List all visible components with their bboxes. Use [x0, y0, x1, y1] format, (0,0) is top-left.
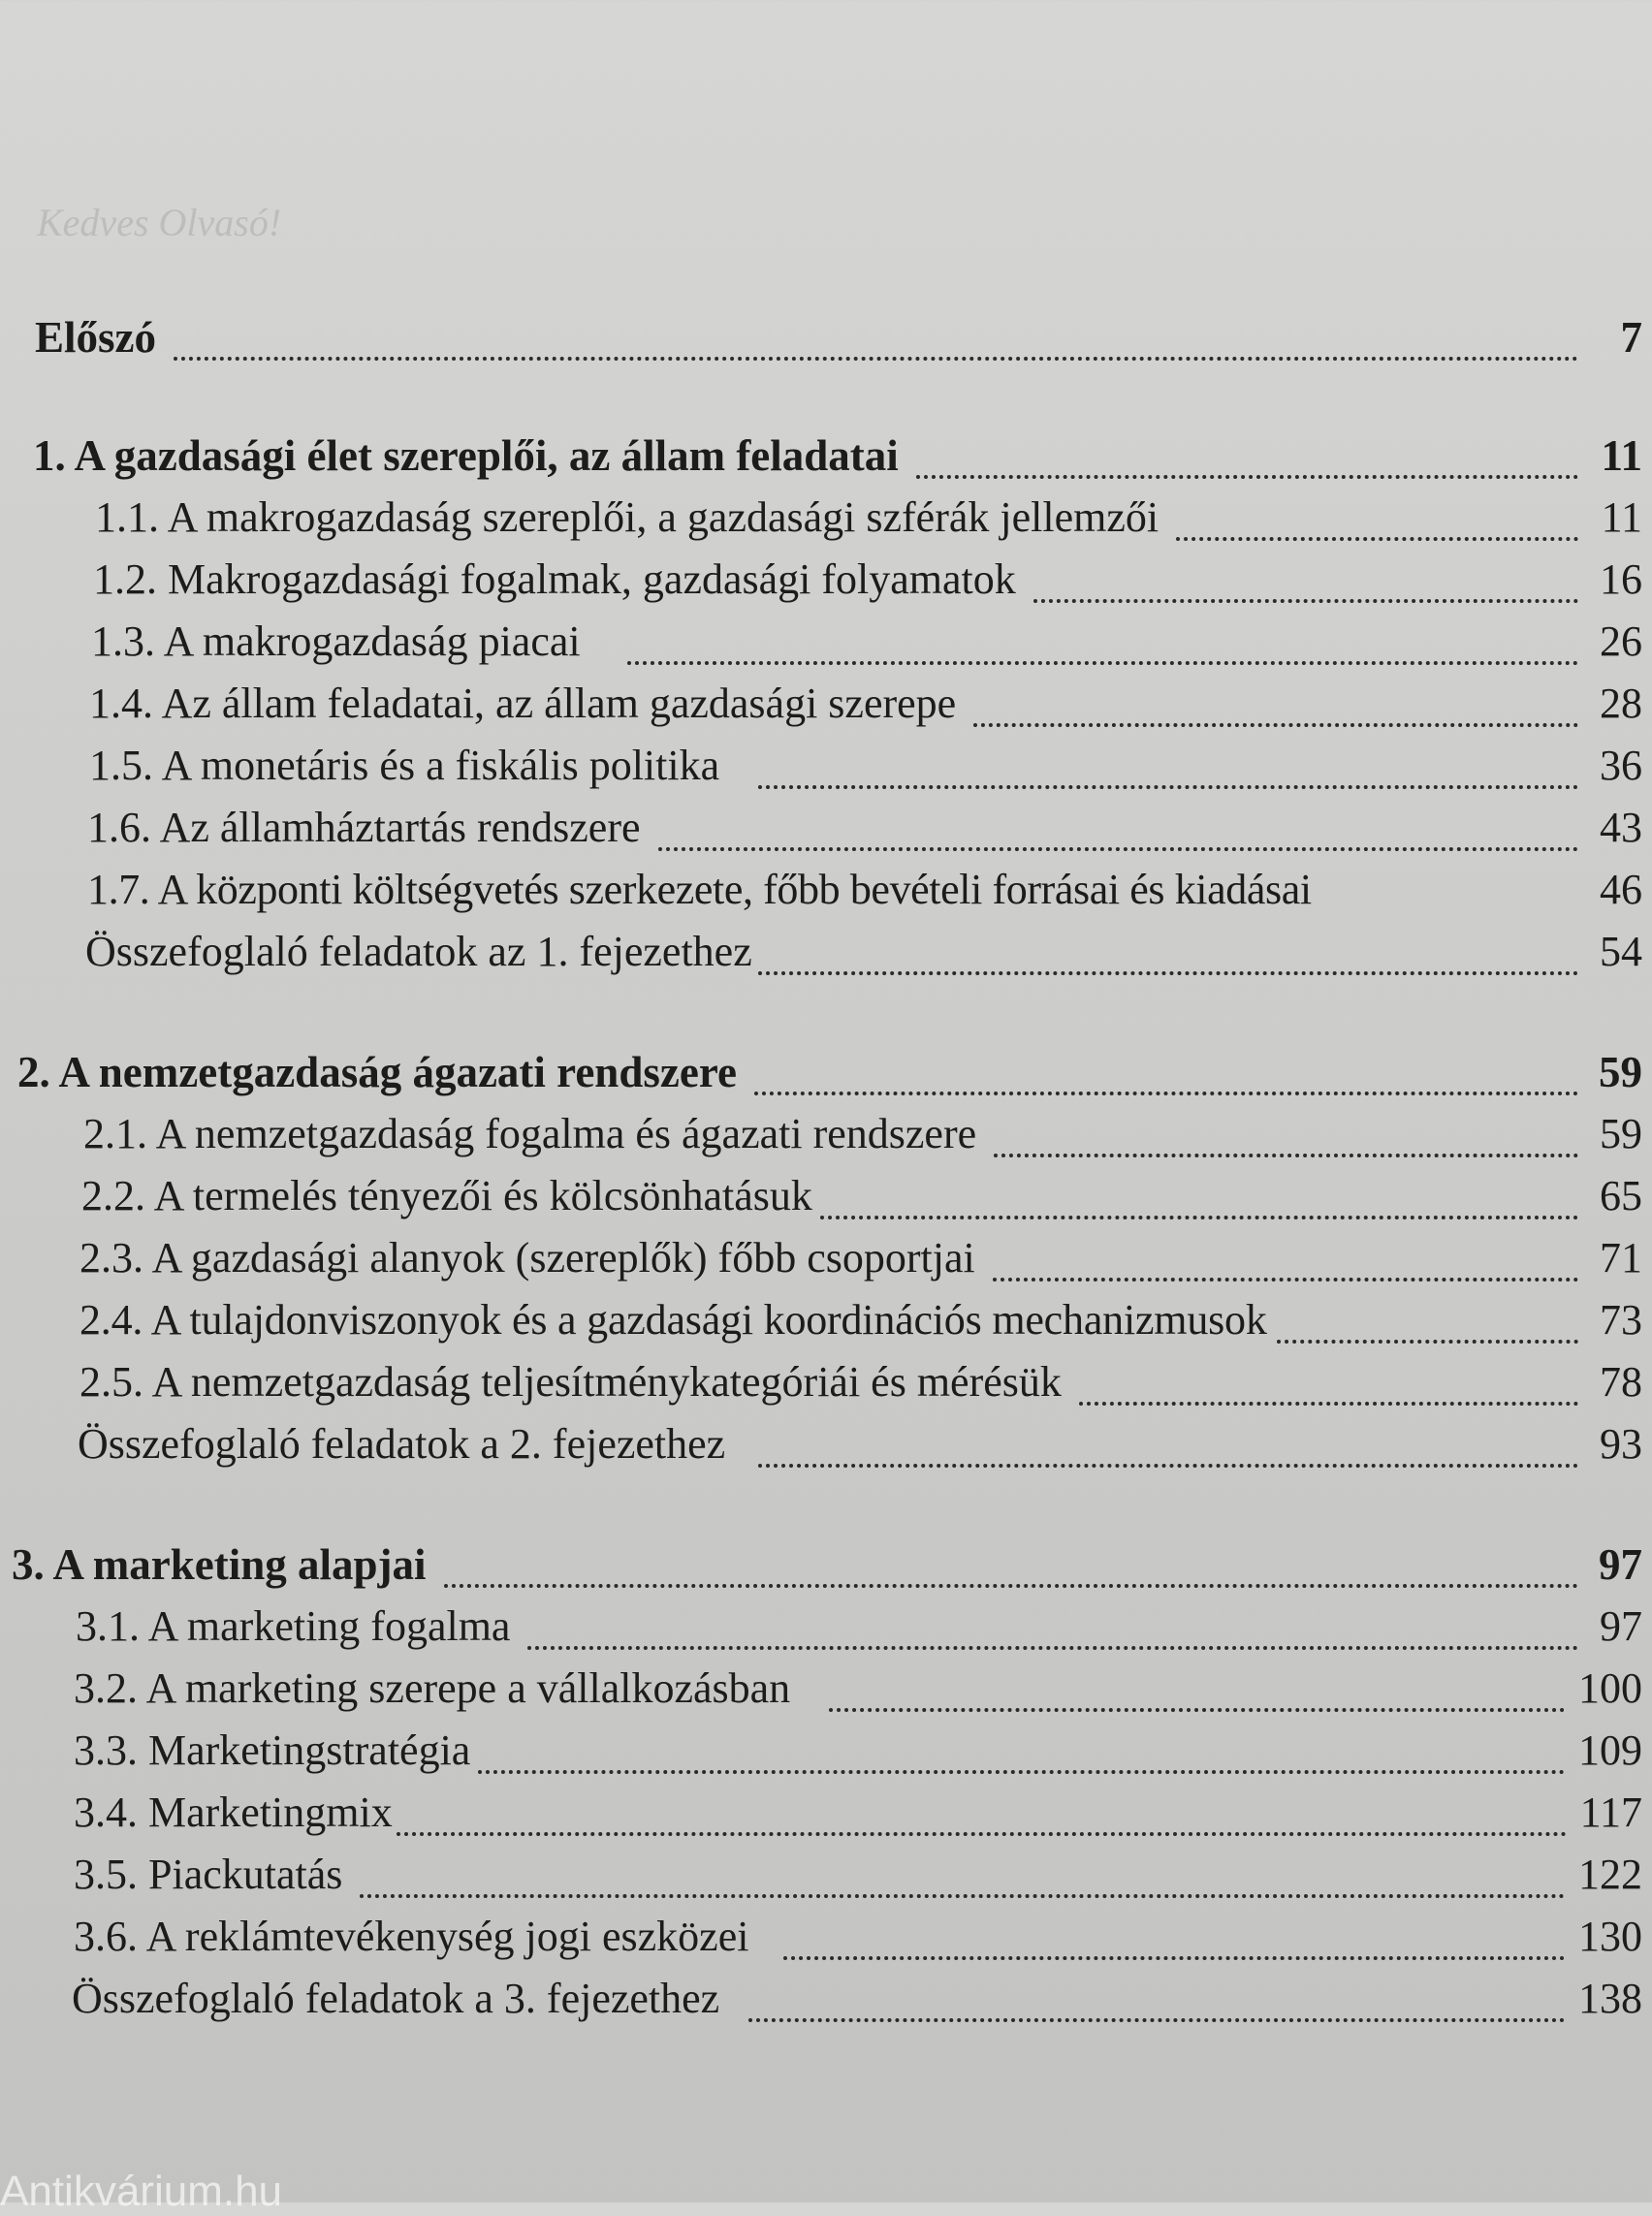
- dot-leader: [1079, 1402, 1578, 1406]
- watermark-text: Antikvárium.hu: [0, 2168, 283, 2215]
- dot-leader: [360, 1894, 1565, 1898]
- dot-leader: [758, 971, 1578, 975]
- dot-leader: [658, 847, 1579, 851]
- toc-entry-summary-3[interactable]: [72, 1974, 1642, 2036]
- toc-entry-title: 2.2. A termelés tényezői és kölcsönhatásuk: [81, 1172, 812, 1219]
- dot-leader: [174, 357, 1578, 361]
- toc-page-number: 43: [1600, 804, 1642, 851]
- dot-leader: [527, 1646, 1578, 1650]
- dot-leader: [916, 475, 1578, 479]
- toc-entry-title: 2.1. A nemzetgazdaság fogalma és ágazati rendszere: [83, 1110, 977, 1157]
- toc-entry-section-1-5[interactable]: [89, 741, 1642, 803]
- toc-page-number: 130: [1578, 1913, 1642, 1960]
- toc-entry-section-2-1[interactable]: [83, 1109, 1642, 1171]
- toc-page-number: 11: [1601, 431, 1642, 480]
- toc-entry-preface[interactable]: [35, 312, 1642, 374]
- toc-entry-section-1-1[interactable]: [95, 492, 1642, 554]
- toc-entry-section-1-3[interactable]: [91, 617, 1642, 679]
- toc-entry-summary-1[interactable]: [85, 927, 1642, 989]
- toc-page-number: 97: [1599, 1540, 1642, 1589]
- dot-leader: [758, 1464, 1578, 1468]
- toc-entry-title: Előszó: [35, 313, 157, 362]
- toc-entry-section-1-2[interactable]: [93, 554, 1642, 617]
- dot-leader: [758, 785, 1578, 789]
- toc-entry-title: 3.1. A marketing fogalma: [76, 1602, 511, 1650]
- toc-entry-title: 3.2. A marketing szerepe a vállalkozásban: [74, 1664, 791, 1712]
- toc-entry-title: 1.7. A központi költségvetés szerkezete, főbb bevételi forrásai és kiadásai: [87, 866, 1312, 913]
- toc-page-number: 54: [1600, 928, 1642, 975]
- toc-page-number: 71: [1600, 1234, 1642, 1282]
- toc-entry-section-3-3[interactable]: [74, 1725, 1642, 1788]
- toc-entry-section-3-1[interactable]: [76, 1601, 1642, 1663]
- toc-entry-section-2-2[interactable]: [81, 1171, 1642, 1233]
- toc-entry-section-3-6[interactable]: [74, 1912, 1642, 1974]
- toc-page-number: 46: [1600, 866, 1642, 913]
- toc-entry-title: 2.4. A tulajdonviszonyok és a gazdasági koordinációs mechanizmusok: [79, 1296, 1267, 1344]
- toc-entry-summary-2[interactable]: [78, 1419, 1642, 1481]
- toc-page-number: 28: [1600, 680, 1642, 727]
- dot-leader: [820, 1216, 1578, 1219]
- toc-entry-title: 3.4. Marketingmix: [74, 1789, 393, 1836]
- dot-leader: [1176, 537, 1578, 541]
- dot-leader: [1033, 599, 1578, 603]
- dot-leader: [783, 1956, 1565, 1960]
- toc-page-number: 7: [1620, 313, 1642, 362]
- dot-leader: [627, 661, 1578, 665]
- toc-entry-title: 1.6. Az államháztartás rendszere: [87, 804, 641, 851]
- toc-page-number: 138: [1578, 1975, 1642, 2022]
- toc-entry-title: 1. A gazdasági élet szereplői, az állam feladatai: [33, 431, 899, 480]
- dot-leader: [444, 1584, 1578, 1588]
- toc-page-number: 73: [1600, 1296, 1642, 1344]
- toc-entry-section-1-7[interactable]: [87, 865, 1642, 927]
- toc-entry-title: 1.1. A makrogazdaság szereplői, a gazdasági szférák jellemzői: [95, 493, 1160, 541]
- dot-leader: [478, 1770, 1565, 1774]
- toc-page-number: 117: [1579, 1789, 1642, 1836]
- toc-page-number: 122: [1578, 1851, 1642, 1898]
- toc-page-number: 78: [1600, 1358, 1642, 1406]
- toc-page-number: 16: [1600, 555, 1642, 603]
- toc-entry-section-1-6[interactable]: [87, 803, 1642, 865]
- toc-page-number: 100: [1578, 1664, 1642, 1712]
- dot-leader: [1277, 1340, 1578, 1344]
- dot-leader: [973, 723, 1578, 727]
- dot-leader: [397, 1832, 1567, 1836]
- toc-entry-title: 3.3. Marketingstratégia: [74, 1726, 471, 1774]
- show-through-text: Kedves Olvasó!: [37, 201, 282, 244]
- toc-page-number: 59: [1599, 1048, 1642, 1096]
- toc-entry-section-3-5[interactable]: [74, 1850, 1642, 1912]
- dot-leader: [993, 1278, 1578, 1282]
- toc-page-number: 59: [1600, 1110, 1642, 1157]
- dot-leader: [994, 1154, 1578, 1157]
- toc-page-number: 97: [1600, 1602, 1642, 1650]
- toc-entry-section-3-2[interactable]: [74, 1663, 1642, 1725]
- toc-entry-title: 3. A marketing alapjai: [12, 1540, 427, 1589]
- toc-page-number: 11: [1601, 493, 1642, 541]
- toc-entry-title: 1.4. Az állam feladatai, az állam gazdasági szerepe: [89, 680, 957, 727]
- toc-entry-title: 2.5. A nemzetgazdaság teljesítménykategóriái és mérésük: [79, 1358, 1062, 1406]
- toc-entry-section-1-4[interactable]: [89, 679, 1642, 741]
- toc-entry-section-2-3[interactable]: [79, 1233, 1642, 1295]
- toc-page-number: 93: [1600, 1420, 1642, 1468]
- toc-entry-title: 3.6. A reklámtevékenység jogi eszközei: [74, 1913, 749, 1960]
- toc-entry-chapter-1[interactable]: [33, 430, 1642, 492]
- toc-entry-section-2-4[interactable]: [79, 1295, 1642, 1357]
- dot-leader: [748, 2018, 1565, 2022]
- toc-entry-chapter-2[interactable]: [17, 1047, 1642, 1109]
- toc-entry-title: 2.3. A gazdasági alanyok (szereplők) főbb csoportjai: [79, 1234, 975, 1282]
- toc-entry-title: Összefoglaló feladatok a 2. fejezethez: [78, 1420, 726, 1468]
- toc-entry-title: 2. A nemzetgazdaság ágazati rendszere: [17, 1048, 737, 1096]
- toc-entry-title: Összefoglaló feladatok az 1. fejezethez: [85, 928, 752, 975]
- toc-entry-title: 3.5. Piackutatás: [74, 1851, 343, 1898]
- toc-entry-chapter-3[interactable]: [12, 1539, 1642, 1601]
- toc-entry-title: 1.3. A makrogazdaság piacai: [91, 617, 581, 665]
- dot-leader: [829, 1708, 1565, 1712]
- toc-page-number: 36: [1600, 742, 1642, 789]
- toc-entry-title: 1.5. A monetáris és a fiskális politika: [89, 742, 720, 789]
- toc-entry-section-2-5[interactable]: [79, 1357, 1642, 1419]
- toc-page-number: 109: [1578, 1726, 1642, 1774]
- toc-entry-section-3-4[interactable]: [74, 1788, 1642, 1850]
- toc-page-number: 65: [1600, 1172, 1642, 1219]
- dot-leader: [754, 1092, 1578, 1095]
- toc-entry-title: 1.2. Makrogazdasági fogalmak, gazdasági folyamatok: [93, 555, 1016, 603]
- toc-entry-title: Összefoglaló feladatok a 3. fejezethez: [72, 1975, 720, 2022]
- toc-page-number: 26: [1600, 617, 1642, 665]
